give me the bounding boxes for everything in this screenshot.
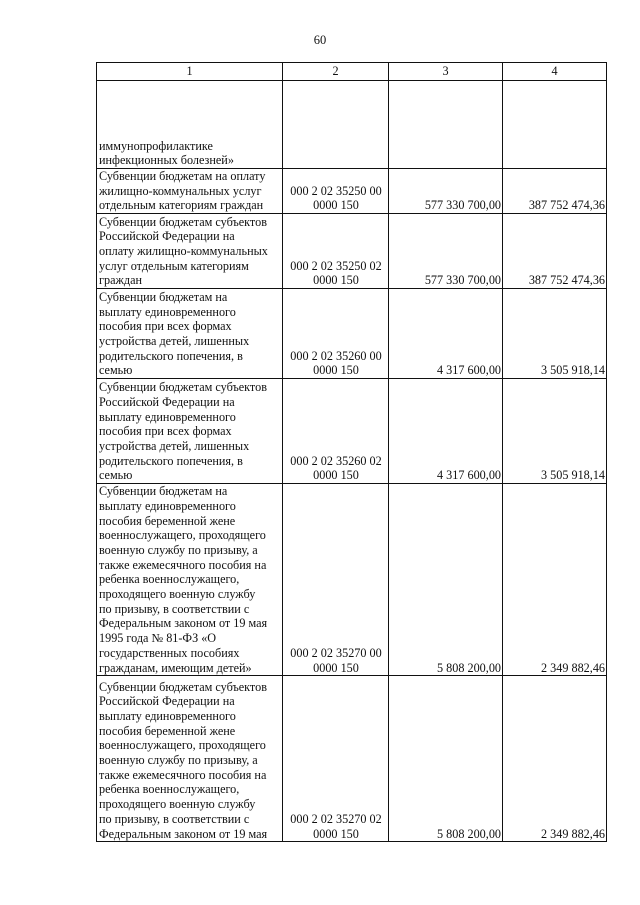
- budget-code: [283, 81, 389, 169]
- description-line: военную службу по призыву, а: [99, 542, 258, 557]
- description-line: родительского попечения, в: [99, 348, 243, 363]
- description-line: иммунопрофилактике: [99, 138, 213, 153]
- amount-executed: 3 505 918,14: [503, 379, 607, 484]
- description-line: пособия при всех формах: [99, 319, 232, 334]
- code-line: 000 2 02 35250 00: [290, 183, 382, 198]
- description-line: выплату единовременного: [99, 409, 236, 424]
- budget-table: [96, 62, 607, 842]
- description-line: Субвенции бюджетам на: [99, 289, 228, 304]
- code-line: 000 2 02 35270 02: [290, 811, 382, 826]
- description-line: также ежемесячного пособия на: [99, 557, 267, 572]
- row-description: [97, 484, 283, 676]
- table-row: [97, 379, 607, 484]
- description-line: пособия беременной жене: [99, 513, 236, 528]
- description-line: Субвенции бюджетам на: [99, 484, 228, 499]
- budget-code: [283, 289, 389, 379]
- page-number: 60: [313, 33, 327, 47]
- description-line: выплату единовременного: [99, 304, 236, 319]
- description-line: ребенка военнослужащего,: [99, 782, 240, 797]
- column-header-3: 3: [389, 63, 503, 81]
- code-line: 0000 150: [313, 826, 359, 841]
- description-line: 1995 года № 81-ФЗ «О: [99, 631, 217, 646]
- table-row: [97, 676, 607, 842]
- description-line: родительского попечения, в: [99, 453, 243, 468]
- code-line: 000 2 02 35260 02: [290, 453, 382, 468]
- table-row: [97, 214, 607, 289]
- budget-code: [283, 214, 389, 289]
- table-row: [97, 81, 607, 169]
- code-line: 0000 150: [313, 660, 359, 675]
- budget-code: [283, 169, 389, 214]
- description-line: Федеральным законом от 19 мая: [99, 616, 268, 631]
- description-line: военную службу по призыву, а: [99, 753, 258, 768]
- description-line: отдельным категориям граждан: [99, 198, 264, 213]
- description-line: Субвенции бюджетам субъектов: [99, 214, 267, 229]
- header-row: [97, 63, 607, 81]
- amount-planned: 577 330 700,00: [389, 169, 503, 214]
- description-line: Российской Федерации на: [99, 694, 235, 709]
- amount-executed: 387 752 474,36: [503, 169, 607, 214]
- budget-code: [283, 484, 389, 676]
- amount-executed: 2 349 882,46: [503, 484, 607, 676]
- description-line: выплату единовременного: [99, 498, 236, 513]
- description-line: проходящего военную службу: [99, 797, 256, 812]
- description-line: услуг отдельным категориям: [99, 258, 249, 273]
- description-line: государственных пособиях: [99, 645, 240, 660]
- description-line: проходящего военную службу: [99, 587, 256, 602]
- code-line: 000 2 02 35260 00: [290, 348, 382, 363]
- description-line: устройства детей, лишенных: [99, 439, 250, 453]
- description-line: семью: [99, 363, 133, 378]
- table-row: [97, 169, 607, 214]
- row-description: [97, 81, 283, 169]
- description-line: оплату жилищно-коммунальных: [99, 244, 268, 258]
- budget-code: [283, 676, 389, 842]
- code-line: 000 2 02 35250 02: [290, 258, 382, 273]
- row-description: [97, 676, 283, 842]
- description-line: граждан: [99, 273, 143, 288]
- amount-executed: 387 752 474,36: [503, 214, 607, 289]
- code-line: 0000 150: [313, 198, 359, 213]
- code-line: 0000 150: [313, 468, 359, 483]
- table-row: [97, 484, 607, 676]
- description-line: инфекционных болезней»: [99, 153, 234, 168]
- description-line: Субвенции бюджетам на оплату: [99, 169, 266, 183]
- description-line: пособия беременной жене: [99, 723, 236, 738]
- column-header-2: 2: [283, 63, 389, 81]
- description-line: гражданам, имеющим детей»: [99, 660, 252, 675]
- description-line: выплату единовременного: [99, 708, 236, 723]
- amount-executed: 3 505 918,14: [503, 289, 607, 379]
- code-line: 000 2 02 35270 00: [290, 645, 382, 660]
- row-description: [97, 289, 283, 379]
- description-line: Российской Федерации на: [99, 394, 235, 409]
- description-line: военнослужащего, проходящего: [99, 738, 266, 753]
- column-header-4: 4: [503, 63, 607, 81]
- description-line: также ежемесячного пособия на: [99, 767, 267, 782]
- description-line: по призыву, в соответствии с: [99, 811, 250, 826]
- amount-planned: 4 317 600,00: [389, 379, 503, 484]
- amount-planned: [389, 81, 503, 169]
- amount-executed: 2 349 882,46: [503, 676, 607, 842]
- row-description: [97, 379, 283, 484]
- budget-code: [283, 379, 389, 484]
- row-description: [97, 169, 283, 214]
- amount-executed: [503, 81, 607, 169]
- amount-planned: 5 808 200,00: [389, 484, 503, 676]
- description-line: Субвенции бюджетам субъектов: [99, 679, 267, 694]
- row-description: [97, 214, 283, 289]
- column-header-1: 1: [97, 63, 283, 81]
- description-line: по призыву, в соответствии с: [99, 601, 250, 616]
- description-line: пособия при всех формах: [99, 424, 232, 439]
- description-line: Субвенции бюджетам субъектов: [99, 380, 267, 395]
- description-line: ребенка военнослужащего,: [99, 572, 240, 587]
- amount-planned: 577 330 700,00: [389, 214, 503, 289]
- table-row: [97, 289, 607, 379]
- code-line: 0000 150: [313, 363, 359, 378]
- description-line: жилищно-коммунальных услуг: [99, 183, 262, 198]
- description-line: военнослужащего, проходящего: [99, 528, 266, 543]
- description-line: Федеральным законом от 19 мая: [99, 826, 268, 841]
- code-line: 0000 150: [313, 273, 359, 288]
- amount-planned: 4 317 600,00: [389, 289, 503, 379]
- description-line: Российской Федерации на: [99, 229, 235, 244]
- amount-planned: 5 808 200,00: [389, 676, 503, 842]
- description-line: устройства детей, лишенных: [99, 334, 250, 348]
- description-line: семью: [99, 468, 133, 483]
